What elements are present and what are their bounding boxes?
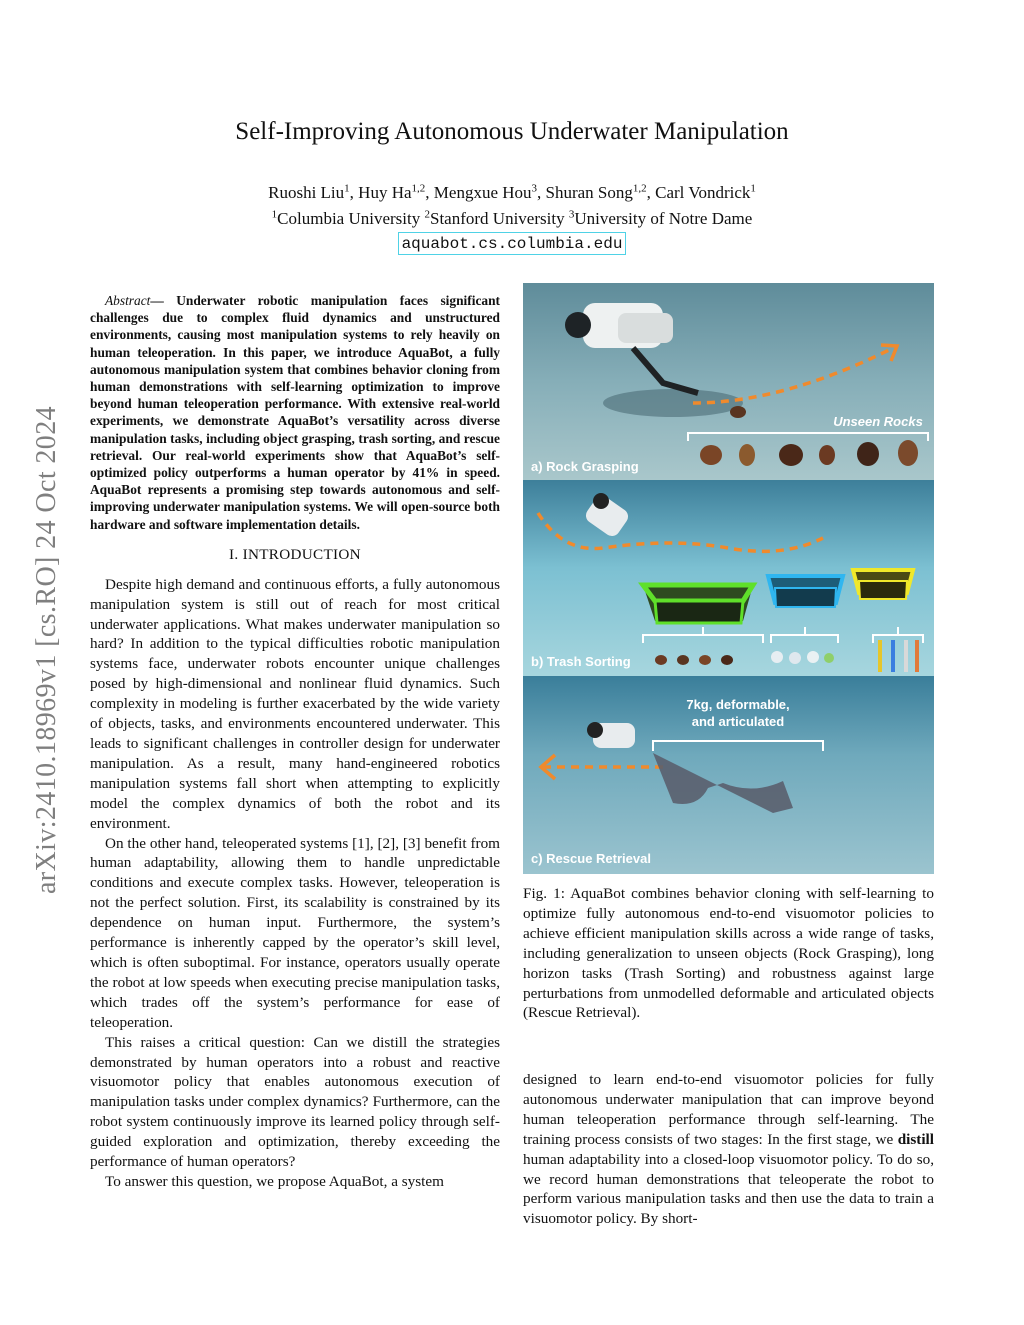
panel-label-b: b) Trash Sorting (531, 654, 631, 669)
bin-yellow (853, 570, 913, 599)
abstract-label: Abstract (105, 293, 151, 308)
author: Huy Ha$^{1,2}$, (358, 182, 434, 202)
abstract-text: — Underwater robotic manipulation faces significant challenges due to complex fluid dynamics and unstructured environments, causing most manipulation systems to rely heavily on human teleoperation. In this paper, we introduce AquaBot, a fully autonomous manipulation system that combines behavior cloning from human demonstrations with self-learning optimization to improve beyond human teleoperation performance. With extensive real-world experiments, we demonstrate AquaBot’s versatility across diverse manipulation tasks, including object grasping, trash sorting, and rescue retrieval. Our real-world experiments show that AquaBot’s self-optimized policy outperforms a human operator by 41% in speed. AquaBot represents a promising step towards autonomous and self-improving underwater manipulation systems. We will open-source both hardware and software implementation details. (90, 293, 500, 532)
intro-paragraph: Despite high demand and continuous efforts, a fully autonomous manipulation system is still out of reach for most critical underwater applications. What makes underwater manipulation so hard? In addition to the typical difficulties robotic manipulation systems face, underwater robots encounter unique challenges posed by high-dimensional and nonlinear fluid dynamics. Such complexity in modeling is further exacerbated by the wide variety of objects, tasks, and environments encountered underwater. This leads to significant challenges in controller design for underwater manipulation. As a result, many hand-engineered robotics manipulation systems fall short when attempting to explicitly model the complex dynamics of both the robot and its environment. (90, 575, 500, 832)
panel-trash-sorting (523, 480, 934, 676)
author: Mengxue Hou$^3$, (433, 182, 546, 202)
intro-paragraph: This raises a critical question: Can we distill the strategies demonstrated by human operators into a robust and reactive visuomotor policy that enables autonomous execution of manipulation tasks under complex dynamics? Furthermore, can the robot system continuously improve its learned policy through self-guided exploration and optimization, thereby exceeding the performance of human operators? (90, 1033, 500, 1171)
abstract (90, 292, 500, 533)
section-heading-introduction: I. INTRODUCTION (229, 545, 361, 563)
aquabot-robot-c (587, 722, 635, 748)
author: Shuran Song$^{1,2}$, (545, 182, 656, 202)
author: Ruoshi Liu$^1$, (268, 182, 359, 202)
author: Carl Vondrick$^1$ (655, 182, 756, 202)
figure-caption: Fig. 1: AquaBot combines behavior cloning with self-learning to optimize fully autonomous end-to-end visuomotor policies to achieve efficient manipulation skills across a wide range of tasks, including generalization to unseen objects (Rock Grasping), long horizon tasks (Trash Sorting) and robustness against large perturbations from unmodelled deformable and articulated objects (Rescue Retrieval). (523, 885, 934, 1022)
affiliation: $^3$University of Notre Dame (568, 208, 753, 229)
arxiv-identifier: arXiv:2410.18969v1 [cs.RO] 24 Oct 2024 (31, 405, 62, 895)
figure-1 (523, 283, 934, 874)
bin-green (643, 585, 753, 623)
paper-title: Self-Improving Autonomous Underwater Manipulation (235, 118, 789, 145)
bin-blue (768, 576, 843, 607)
bold-term-distill: distill (897, 1130, 934, 1148)
panel-rescue-retrieval (523, 676, 934, 874)
author-block (0, 177, 1024, 255)
project-url-link[interactable]: aquabot.cs.columbia.edu (398, 232, 627, 255)
panel-label-a: a) Rock Grasping (531, 459, 639, 474)
author-list (0, 177, 1024, 204)
rescue-note-line2: and articulated (691, 714, 785, 729)
intro-paragraph: On the other hand, teleoperated systems [1], [2], [3] benefit from human adaptability, allowing them to handle unpredictable conditions and execute complex tasks. However, teleoperation is not the perfect solution. First, its scalability is constrained by its dependence on human input. Furthermore, the system’s performance is inherently capped by the operator’s skill level, which is often suboptimal. For instance, operators usually operate the robot at low speeds when executing precise manipulation tasks, which trades off the system’s performance for ease of teleoperation. (90, 834, 500, 1031)
arxiv-sidebar (27, 355, 67, 945)
affiliation: $^2$Stanford University (424, 208, 569, 229)
left-column (90, 292, 500, 1192)
panel-label-c: c) Rescue Retrieval (531, 851, 651, 866)
panel-rock-grasping (523, 283, 934, 480)
intro-paragraph: To answer this question, we propose AquaBot, a system (105, 1172, 444, 1190)
unseen-rocks-label: Unseen Rocks (833, 414, 923, 429)
right-column-text: designed to learn end-to-end visuomotor policies for fully autonomous underwater manipulation that can improve beyond human teleoperation performance through self-learning. The training process consists of two stages: In the first stage, we distill human adaptability into a closed-loop visuomotor policy. To do so, we record human demonstrations that teleoperate the robot to perform various manipulation tasks and then use the data to train a visuomotor policy. By short- (523, 1071, 934, 1228)
affiliation-list (0, 204, 1024, 231)
affiliation: $^1$Columbia University (271, 208, 425, 229)
rescue-note-line1: 7kg, deformable, (686, 697, 790, 712)
